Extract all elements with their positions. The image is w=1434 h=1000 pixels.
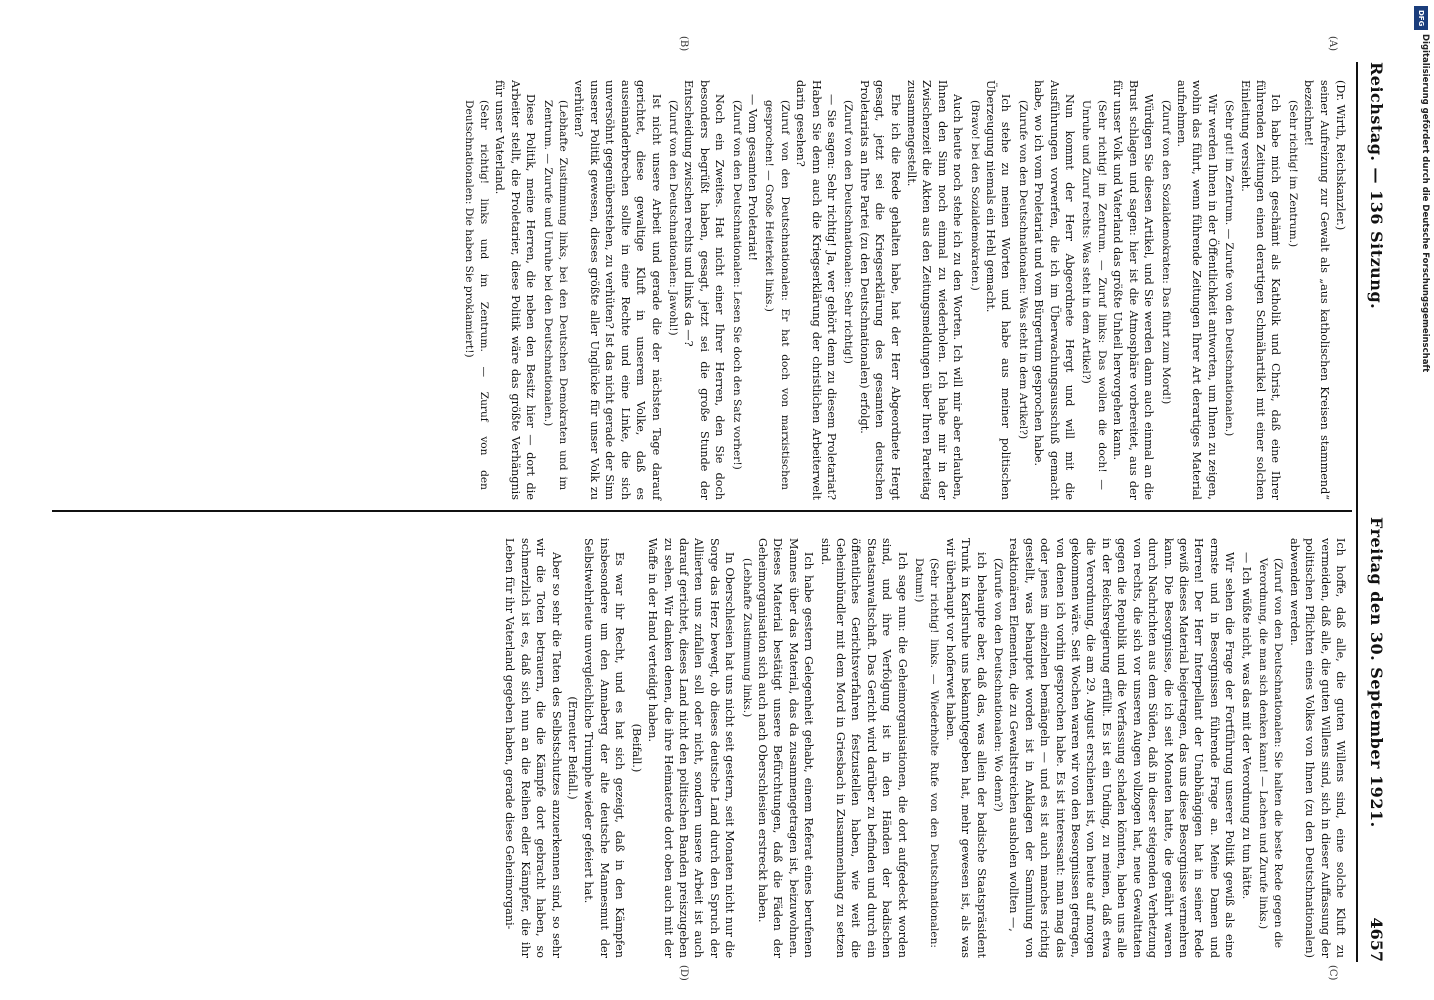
paragraph: Ich habe gestern Gelegenheit gehabt, einem Referat eines berufenen Mannes über das Material, das da zusammengetragen ist, beizuwohnen. Dieses Material bestätigt unsere Befürchtungen, daß die Fäden der Geheimorganisation sich auch nach Oberschlesien erstreckt haben. bbox=[755, 538, 816, 958]
interjection: (Beifall.) bbox=[629, 723, 643, 773]
paragraph: Wir sehen die Frage der Fortführung unserer Politik gewiß als eine ernste und in Besorgnissen führende Frage an. Meine Damen und Herren! Der Herr Interpellant der Unabhängigen hat in seiner Rede gewiß dieses Material beigetragen, das uns diese Besorgnisse vermehren kann. Die Besorgnisse, die ich seit Monaten hatte, die genährt waren durch Nachrichten aus dem Süden, daß in dieser steigenden Verhetzung von rechts, die sich vor unseren Augen vollzogen hat, neue Gewalttaten gegen die Republik und die Verfassung schaden könnten, haben uns alle in der Reichsregierung erfüllt. Es ist ein Unding, zu meinen, daß etwa die Verordnung, die am 29. August erschienen ist, von heute auf morgen gekommen wäre. Seit Wochen waren wir von den Besorgnissen getragen, von denen ich vorhin gesprochen habe. Es ist interessant: man mag das oder jenes im einzelnen bemängeln — und es ist auch manches richtig gestellt, was behauptet worden ist in Anklagen der Sammlung von reaktionären Elementen, die zu Gewaltstreichen ausholen wollten —, bbox=[1007, 538, 1237, 958]
paragraph: (Dr. Wirth, Reichskanzler.) bbox=[1334, 80, 1347, 231]
paragraph: Es war ihr Recht, und es hat sich gezeigt, daß in den Kämpfen insbesondere um den Annaberg der alte deutsche Mannesmut der Selbstwehrleute unvergleichliche Triumphe wieder gefeiert hat. bbox=[582, 538, 627, 958]
paragraph: In Oberschlesien hat uns nicht seit gestern, seit Monaten nicht nur die Sorge das Herz bewegt, ob dieses deutsche Land durch den Spruch der Alliierten uns zufallen soll oder nicht, sondern unsere Arbeit ist auch darauf gerichtet, dieses Land nicht den politischen Banden preiszugeben zu sehen. Wir danken denen, die ihre Heimaterde dort oben auch mit der Waffe in der Hand verteidigt haben. bbox=[646, 538, 737, 958]
paragraph: seiner Aufreizung zur Gewalt als „aus katholischen Kreisen stammend“ bezeichnet! bbox=[1302, 80, 1331, 500]
paragraph: Ich sage nun: die Geheimorganisationen, die dort aufgedeckt worden sind, und ihre Verfolgung ist in den Händen der badischen Staatsanwaltschaft. Das Gericht wird darüber zu befinden und durch ein öffentliches Gerichtsverfahren festzustellen haben, wie weit die Geheimbündler mit dem Mord in Griesbach in Zusammenhang zu setzen sind. bbox=[818, 538, 909, 958]
interjection: (Erneuter Beifall.) bbox=[566, 696, 580, 800]
header-page-number: 4657 bbox=[1367, 917, 1386, 962]
interjection: (Zuruf von den Deutschnationalen: Sie halten die beste Rede gegen die Verordnung, die man sich denken kann! — Lachen und Zurufe links.) bbox=[1256, 558, 1285, 948]
page-header bbox=[1360, 62, 1386, 962]
paragraph: Aber so sehr die Taten des Selbstschutzes anzuerkennen sind, so sehr wir die Toten betrauern, die die Kämpfe dort gebracht haben, so schmerzlich ist es, daß sich nun an die Reihen edler Kämpfer, die ihr Leben für ihr Vaterland gegeben haben, gerade diese Geheimorgani- bbox=[503, 538, 563, 958]
paragraph: — Ich wüßte nicht, was das mit der Verordnung zu tun hätte. bbox=[1239, 552, 1253, 900]
right-column bbox=[501, 538, 1348, 958]
interjection: (Zurufe von den Deutschnationalen: Was steht in dem Artikel?) bbox=[1016, 100, 1029, 440]
interjection: (Bravo! bei den Sozialdemokraten.) bbox=[968, 100, 981, 291]
interjection: (Sehr richtig! links. — Wiederholte Rufe von den Deutschnationalen: Datum!) bbox=[913, 558, 941, 948]
interjection: (Zuruf von den Deutschnationalen: Jawohl!) bbox=[666, 100, 679, 336]
digitization-note: Digitalisierung gefördert durch die Deutsche Forschungsgemeinschaft bbox=[1420, 34, 1430, 373]
interjection: (Zuruf von den Deutschnationalen: Sehr richtig!) bbox=[842, 100, 855, 364]
paragraph: Ehe ich die Rede gehalten habe, hat der Herr Abgeordnete Hergt gesagt, jetzt sei die Kriegserklärung des gesamten deutschen Proletariats an Ihre Partei (zu den Deutschnationalen) erfolgt. bbox=[857, 80, 902, 500]
interjection: (Lebhafte Zustimmung links.) bbox=[740, 558, 753, 718]
interjection: (Sehr richtig! im Zentrum. — Zuruf links: Das wollen die doch! — Unruhe und Zuruf rechts: Was steht in dem Artikel?) bbox=[1080, 100, 1108, 490]
paragraph: Wir werden Ihnen in der Öffentlichkeit antworten, um Ihnen zu zeigen, wohin das führt, wenn führende Zeitungen Ihrer Art derartiges Material aufnehmen. bbox=[1174, 80, 1219, 500]
interjection: (Lebhafte Zustimmung links, bei den Deutschen Demokraten und im Zentrum. — Zurufe und Unruhe bei den Deutschnationalen.) bbox=[541, 100, 570, 490]
paragraph: Ist nicht unsere Arbeit und gerade die der nächsten Tage darauf gerichtet, diese gewaltige Kluft in unserem Volke, daß es auseinanderbrechen sollte in eine Rechte und eine Linke, die sich unversöhnt gegenüberstehen, zu verhüten? Ist das nicht gerade der Sinn unserer Politik gewesen, dieses größte aller Unglücke für unser Volk zu verhüten? bbox=[572, 80, 663, 500]
header-rule bbox=[1356, 62, 1358, 962]
paragraph: Nun kommt der Herr Abgeordnete Hergt und will mit die Ausführungen vorwerfen, die ich im Überwachungsausschuß gemacht habe, wo ich vom Proletariat und vom Bürgertum gesprochen habe. bbox=[1032, 80, 1077, 500]
interjection: (Zuruf von den Deutschnationalen: Lesen Sie doch den Satz vorher!) bbox=[730, 100, 743, 470]
margin-marker-d: (D) bbox=[678, 965, 689, 981]
header-session: Reichstag. — 136 Sitzung. bbox=[1367, 62, 1386, 310]
paragraph: Diese Politik, meine Herren, die neben den Besitz hier — dort die Arbeiter stellt, die Proletarier, diese Politik wäre das größte Verhängnis für unser Vaterland. bbox=[493, 80, 538, 500]
paragraph: Noch ein Zweites. Hat nicht einer Ihrer Herren, den Sie doch besonders begrüßt haben, gesagt, jetzt sei die große Stunde der Entscheidung zwischen rechts und links da —? bbox=[682, 80, 727, 500]
left-column bbox=[459, 80, 1348, 500]
paragraph: — Sie sagen: Sehr richtig! Ja, wer gehört denn zu diesem Proletariat? Haben Sie denn auch die Kriegserklärung der christlichen Arbeiterwelt darin gesehen? bbox=[794, 80, 838, 500]
margin-marker-c: (C) bbox=[1327, 965, 1338, 981]
paragraph: Ich stehe zu meinen Worten und habe aus meiner politischen Überzeugung niemals ein Hehl gemacht. bbox=[984, 80, 1013, 500]
paragraph: Würdigen Sie diesen Artikel, und Sie werden dann auch einmal an die Brust schlagen und sagen: hier ist die Atmosphäre vorbereitet, aus der für unser Volk und Vaterland das größte Unheil hervorgehen kann. bbox=[1111, 80, 1156, 500]
paragraph: ich behaupte aber, daß das, was allein der badische Staatspräsident Trunk in Karlsruhe uns bekanntgegeben hat, mehr gewesen ist, als was wir überhaupt vor hofierwet haben. bbox=[943, 538, 988, 958]
interjection: (Zuruf von den Sozialdemokraten: Das führt zum Mord!) bbox=[1159, 100, 1172, 405]
interjection: (Sehr richtig! im Zentrum.) bbox=[1286, 100, 1299, 248]
column-divider bbox=[52, 510, 1352, 512]
paragraph: — Vom gesamten Proletariat! bbox=[745, 94, 759, 261]
interjection: (Sehr gut! im Zentrum. — Zurufe von den Deutschnationalen.) bbox=[1223, 100, 1236, 437]
margin-marker-b: (B) bbox=[678, 36, 689, 52]
interjection: (Zurufe von den Deutschnationalen: Wo denn?) bbox=[992, 558, 1005, 812]
dfg-logo: DFG bbox=[1414, 6, 1428, 30]
interjection: (Zuruf von den Deutschnationalen: Er hat doch von marxistischen gesprochen! — Große Heiterkeit links.) bbox=[763, 100, 791, 490]
margin-marker-a: (A) bbox=[1327, 36, 1338, 52]
header-date: Freitag den 30. September 1921. bbox=[1367, 517, 1386, 828]
paragraph: Ich hoffe, daß alle, die guten Willens sind, eine solche Kluft zu vermeiden, daß alle, die guten Willens sind, sich in dieser Auffassung der politischen Pflichten eines Volkes von Ihnen (zu den Deutschnationalen) abwenden werden. bbox=[1287, 538, 1347, 958]
paragraph: Auch heute noch stehe ich zu den Worten. Ich will mir aber erlauben, Ihnen den Sinn noch einmal zu wiederholen. Ich habe mir in der Zwischenzeit die Akten aus den Zeitungsmeldungen über Ihren Parteitag zusammengestellt. bbox=[905, 80, 965, 500]
paragraph: Ich habe mich geschämt als Katholik und Christ, daß eine Ihrer führenden Zeitungen einen derartigen Schmähartikel mit einer solchen Einleitung versieht. bbox=[1238, 80, 1283, 500]
interjection: (Sehr richtig! links und im Zentrum. — Zuruf von den Deutschnationalen: Die haben Sie proklamiert!) bbox=[462, 100, 491, 490]
